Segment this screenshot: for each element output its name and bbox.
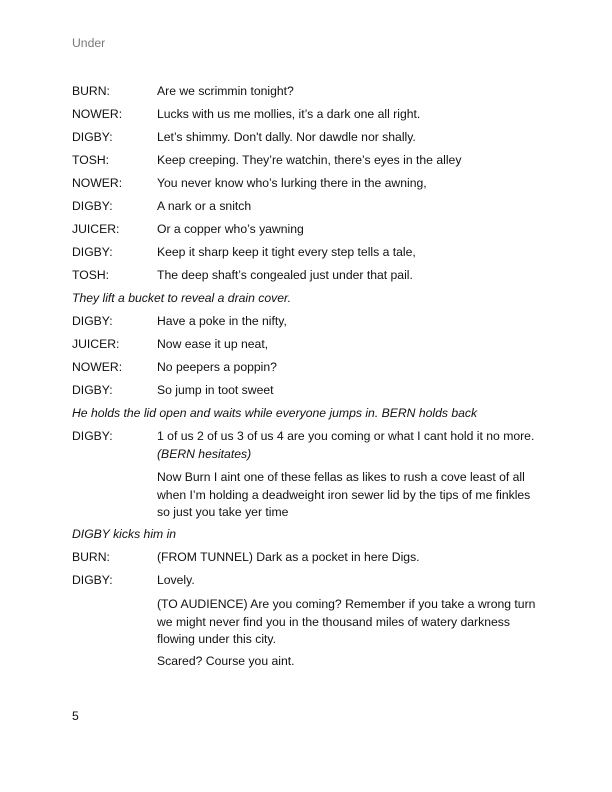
dialogue-line: [72, 221, 542, 239]
line-text: [157, 428, 542, 463]
line-text: (TO AUDIENCE) Are you coming? Remember if you take a wrong turn we might never find you in the thousand miles of watery darkness flowing under this city.: [157, 597, 536, 647]
speaker: JUICER:: [72, 222, 120, 236]
dialogue-line: [72, 129, 542, 147]
dialogue-line: [72, 244, 542, 262]
dialogue-line: [72, 336, 542, 354]
speaker: NOWER:: [72, 176, 123, 190]
line-text: A nark or a snitch: [157, 199, 252, 213]
dialogue-line: [72, 175, 542, 193]
stage-direction: They lift a bucket to reveal a drain cover.: [72, 291, 292, 305]
running-header: Under: [72, 36, 106, 50]
line-text: Lovely.: [157, 573, 195, 587]
speaker: NOWER:: [72, 107, 123, 121]
line-text: Or a copper who’s yawning: [157, 222, 304, 236]
dialogue-line: [72, 382, 542, 400]
speaker: NOWER:: [72, 360, 123, 374]
line-text: (FROM TUNNEL) Dark as a pocket in here Digs.: [157, 550, 420, 564]
speaker: DIGBY:: [72, 130, 113, 144]
line-text: Have a poke in the nifty,: [157, 314, 287, 328]
dialogue-line: [72, 572, 542, 590]
speaker: TOSH:: [72, 268, 110, 282]
line-text: Scared? Course you aint.: [157, 654, 295, 668]
dialogue-continuation: [72, 596, 542, 649]
speaker: TOSH:: [72, 153, 110, 167]
dialogue-line: [72, 198, 542, 216]
line-text: You never know who’s lurking there in the awning,: [157, 176, 427, 190]
line-text: Let’s shimmy. Don't dally. Nor dawdle nor shally.: [157, 130, 416, 144]
speaker: DIGBY:: [72, 245, 113, 259]
stage-direction: He holds the lid open and waits while everyone jumps in. BERN holds back: [72, 406, 478, 420]
speaker: DIGBY:: [72, 429, 113, 443]
speaker: BURN:: [72, 84, 110, 98]
line-text: Now Burn I aint one of these fellas as likes to rush a cove least of all when I’m holding a deadweight iron sewer lid by the tips of me finkles so just you take yer time: [157, 470, 531, 520]
line-text: Now ease it up neat,: [157, 337, 269, 351]
stage-direction: DIGBY kicks him in: [72, 527, 177, 541]
dialogue-line: [72, 267, 542, 285]
dialogue-continuation: [72, 653, 542, 671]
line-text: Keep it sharp keep it tight every step tells a tale,: [157, 245, 416, 259]
speaker: DIGBY:: [72, 573, 113, 587]
line-text: So jump in toot sweet: [157, 383, 274, 397]
parenthetical: (BERN hesitates): [157, 446, 252, 461]
dialogue-line: [72, 106, 542, 124]
speaker: DIGBY:: [72, 199, 113, 213]
line-text: Keep creeping. They’re watchin, there’s eyes in the alley: [157, 153, 462, 167]
line-text: Are we scrimmin tonight?: [157, 84, 294, 98]
speaker: BURN:: [72, 550, 110, 564]
line-text: No peepers a poppin?: [157, 360, 277, 374]
line-text: The deep shaft’s congealed just under that pail.: [157, 268, 413, 282]
dialogue-continuation: [72, 469, 542, 522]
speaker: DIGBY:: [72, 314, 113, 328]
dialogue-line: [72, 549, 542, 567]
line-text: Lucks with us me mollies, it’s a dark one all right.: [157, 107, 421, 121]
speaker: DIGBY:: [72, 383, 113, 397]
dialogue-line: [72, 313, 542, 331]
dialogue-line: [72, 152, 542, 170]
line-text-main: 1 of us 2 of us 3 of us 4 are you coming or what I cant hold it no more.: [157, 429, 535, 443]
dialogue-line: [72, 83, 542, 101]
dialogue-line: [72, 359, 542, 377]
speaker: JUICER:: [72, 337, 120, 351]
dialogue-line: [72, 428, 542, 463]
page-number: 5: [72, 709, 79, 723]
